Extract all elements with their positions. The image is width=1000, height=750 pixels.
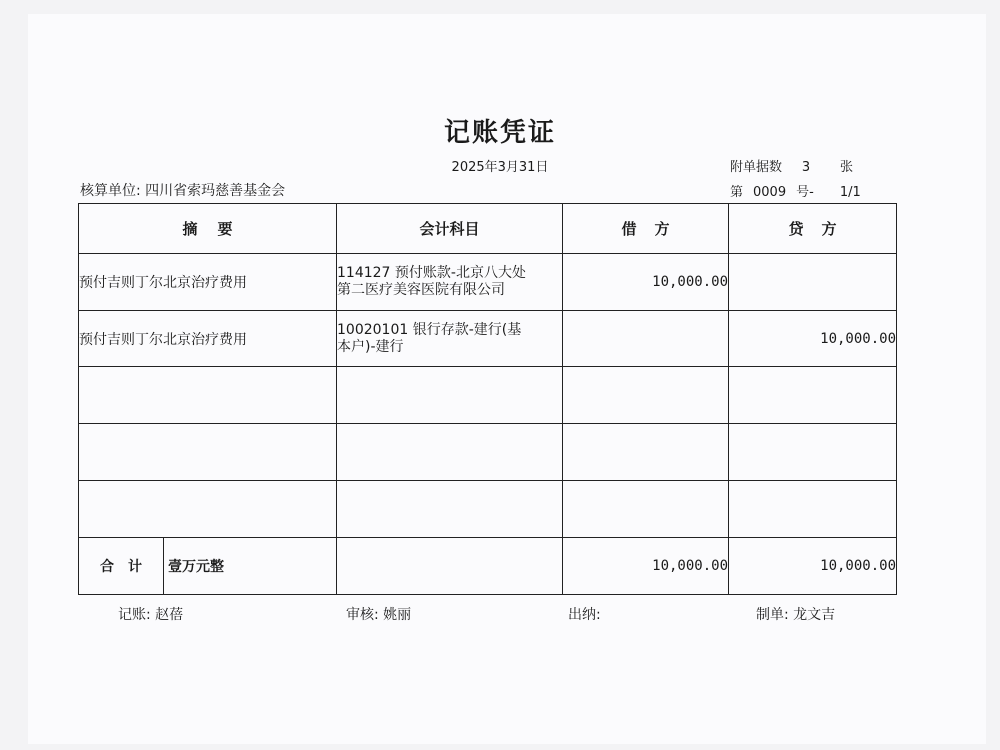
header-debit: 借方 <box>563 204 729 254</box>
account-line: 本户)-建行 <box>337 338 404 355</box>
bookkeeper-label: 记账: <box>118 607 151 623</box>
page-count: 1/1 <box>839 185 861 200</box>
row-debit <box>563 311 729 367</box>
empty-cell <box>79 367 337 424</box>
header-account: 会计科目 <box>337 204 563 254</box>
empty-cell <box>79 481 337 538</box>
table-row <box>79 254 897 311</box>
preparer-field <box>756 604 835 624</box>
number-prefix: 第 <box>730 185 744 200</box>
account-line: 10020101 银行存款-建行(基 <box>337 321 522 338</box>
attachments-label: 附单据数 <box>730 160 783 175</box>
row-summary: 预付吉则丁尔北京治疗费用 <box>79 311 337 367</box>
empty-cell <box>563 424 729 481</box>
row-account <box>337 254 563 311</box>
account-line: 114127 预付账款-北京八大处 <box>337 265 526 281</box>
voucher-table <box>78 203 897 595</box>
attachments-unit: 张 <box>840 160 854 175</box>
total-amount-words: 壹万元整 <box>168 559 224 575</box>
voucher-date: 2025年3月31日 <box>451 160 549 175</box>
empty-row <box>79 424 897 481</box>
empty-cell <box>337 367 563 424</box>
preparer-label: 制单: <box>756 607 789 623</box>
number-value: 0009 <box>753 185 787 200</box>
total-row <box>79 538 897 595</box>
empty-row <box>79 367 897 424</box>
table-row <box>79 311 897 367</box>
account-line: 第二医疗美容医院有限公司 <box>337 282 505 298</box>
total-label: 合计 <box>79 538 164 594</box>
header-credit: 贷方 <box>729 204 897 254</box>
reviewer-label: 审核: <box>346 607 379 623</box>
empty-cell <box>563 367 729 424</box>
unit-label: 核算单位: <box>80 183 141 199</box>
row-debit: 10,000.00 <box>563 254 729 311</box>
row-credit: 10,000.00 <box>729 311 897 367</box>
empty-cell <box>79 424 337 481</box>
row-summary: 预付吉则丁尔北京治疗费用 <box>79 254 337 311</box>
empty-cell <box>729 481 897 538</box>
header-summary: 摘要 <box>79 204 337 254</box>
voucher-number <box>730 181 861 200</box>
row-credit <box>729 254 897 311</box>
number-suffix: 号- <box>796 185 814 200</box>
total-cell <box>79 538 337 595</box>
voucher-title: 记账凭证 <box>443 118 556 148</box>
empty-cell <box>337 424 563 481</box>
empty-cell <box>729 424 897 481</box>
attachments-count: 3 <box>801 160 811 175</box>
empty-cell <box>563 481 729 538</box>
empty-cell <box>337 481 563 538</box>
reviewer-field <box>346 604 411 624</box>
preparer-name: 龙文吉 <box>793 607 836 623</box>
bookkeeper-name: 赵蓓 <box>155 607 184 623</box>
table-header-row <box>79 204 897 254</box>
cashier-field <box>568 604 601 624</box>
bookkeeper-field <box>118 604 183 624</box>
empty-cell <box>729 367 897 424</box>
reviewer-name: 姚丽 <box>383 607 412 623</box>
row-account <box>337 311 563 367</box>
attachments-info <box>730 156 853 175</box>
cashier-label: 出纳: <box>568 607 601 623</box>
empty-row <box>79 481 897 538</box>
accounting-unit <box>80 180 285 200</box>
total-debit: 10,000.00 <box>563 538 729 595</box>
total-spacer <box>337 538 563 595</box>
unit-name: 四川省索玛慈善基金会 <box>145 183 286 199</box>
total-credit: 10,000.00 <box>729 538 897 595</box>
